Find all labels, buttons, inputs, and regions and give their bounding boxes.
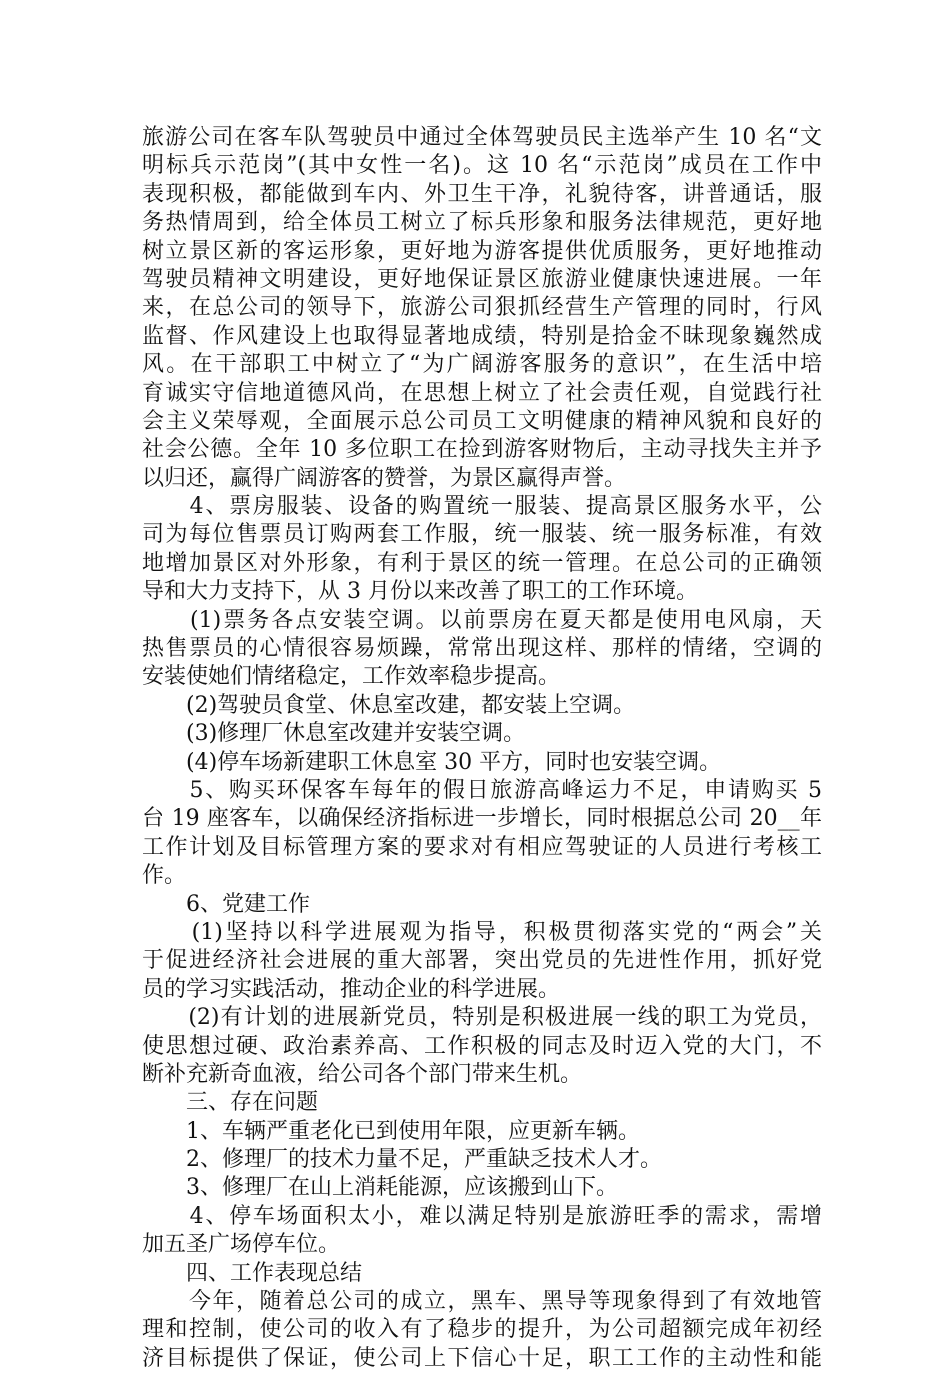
text-line: 使思想过硬、政治素养高、工作积极的同志及时迈入党的大门，不: [142, 1033, 822, 1059]
text-line: 风。在干部职工中树立了“为广阔游客服务的意识”，在生活中培: [142, 352, 822, 378]
text-line: 理和控制，使公司的收入有了稳步的提升，为公司超额完成年初经: [142, 1317, 822, 1343]
text-line: 6、党建工作: [142, 891, 310, 917]
text-line: 四、工作表现总结: [142, 1260, 363, 1286]
text-line: 断补充新奇血液，给公司各个部门带来生机。: [142, 1061, 583, 1087]
text-line: 导和大力支持下，从 3 月份以来改善了职工的工作环境。: [142, 579, 698, 605]
text-line: 热售票员的心情很容易烦躁，常常出现这样、那样的情绪，空调的: [142, 636, 822, 662]
text-line: (4)停车场新建职工休息室 30 平方，同时也安装空调。: [142, 749, 722, 775]
text-line: 会主义荣辱观，全面展示总公司员工文明健康的精神风貌和良好的: [142, 408, 822, 434]
text-line: 旅游公司在客车队驾驶员中通过全体驾驶员民主选举产生 10 名“文: [142, 125, 822, 150]
text-line: 于促进经济社会进展的重大部署，突出党员的先进性作用，抓好党: [142, 948, 822, 974]
text-line: 4、停车场面积太小，难以满足特别是旅游旺季的需求，需增: [142, 1203, 822, 1229]
text-line: 3、修理厂在山上消耗能源，应该搬到山下。: [142, 1175, 618, 1201]
text-line: 2、修理厂的技术力量不足，严重缺乏技术人才。: [142, 1147, 662, 1173]
text-line: 济目标提供了保证，使公司上下信心十足，职工工作的主动性和能: [142, 1345, 822, 1371]
text-line: 社会公德。全年 10 多位职工在捡到游客财物后，主动寻找失主并予: [142, 437, 822, 463]
text-line: (2)有计划的进展新党员，特别是积极进展一线的职工为党员，: [142, 1005, 822, 1031]
text-line: 工作计划及目标管理方案的要求对有相应驾驶证的人员进行考核工: [142, 834, 822, 860]
text-line: 监督、作风建设上也取得显著地成绩，特别是拾金不昧现象巍然成: [142, 323, 822, 349]
text-line: 三、存在问题: [142, 1090, 319, 1116]
text-line: 明标兵示范岗”(其中女性一名)。这 10 名“示范岗”成员在工作中: [142, 153, 822, 179]
text-line: 树立景区新的客运形象，更好地为游客提供优质服务，更好地推动: [142, 238, 822, 264]
text-line: 育诚实守信地道德风尚，在思想上树立了社会责任观，自觉践行社: [142, 380, 822, 406]
text-line: 今年，随着总公司的成立，黑车、黑导等现象得到了有效地管: [142, 1289, 822, 1315]
text-line: (1)票务各点安装空调。以前票房在夏天都是使用电风扇，天: [142, 607, 822, 633]
text-line: (3)修理厂休息室改建并安装空调。: [142, 721, 526, 747]
document-body: [142, 124, 822, 1373]
text-line: 加五圣广场停车位。: [142, 1232, 341, 1258]
text-line: 5、购买环保客车每年的假日旅游高峰运力不足，申请购买 5: [142, 777, 822, 803]
text-line: 员的学习实践活动，推动企业的科学进展。: [142, 976, 561, 1002]
text-line: 来，在总公司的领导下，旅游公司狠抓经营生产管理的同时，行风: [142, 295, 822, 321]
text-line: (1)坚持以科学进展观为指导，积极贯彻落实党的“两会”关: [142, 919, 822, 945]
text-line: 作。: [142, 863, 187, 889]
text-line: 4、票房服装、设备的购置统一服装、提高景区服务水平，公: [142, 494, 822, 520]
text-line: 表现积极，都能做到车内、外卫生干净，礼貌待客，讲普通话，服: [142, 181, 822, 207]
text-line: 驾驶员精神文明建设，更好地保证景区旅游业健康快速进展。一年: [142, 266, 822, 292]
text-line: (2)驾驶员食堂、休息室改建，都安装上空调。: [142, 692, 636, 718]
text-line: 地增加景区对外形象，有利于景区的统一管理。在总公司的正确领: [142, 550, 822, 576]
text-line: 安装使她们情绪稳定，工作效率稳步提高。: [142, 664, 561, 690]
text-line: 1、车辆严重老化已到使用年限，应更新车辆。: [142, 1118, 640, 1144]
text-line: 以归还，赢得广阔游客的赞誉，为景区赢得声誉。: [142, 465, 627, 491]
text-line: 台 19 座客车，以确保经济指标进一步增长，同时根据总公司 20__年: [142, 806, 822, 832]
text-line: 务热情周到，给全体员工树立了标兵形象和服务法律规范，更好地: [142, 210, 822, 236]
text-line: 司为每位售票员订购两套工作服，统一服装、统一服务标准，有效: [142, 522, 822, 548]
